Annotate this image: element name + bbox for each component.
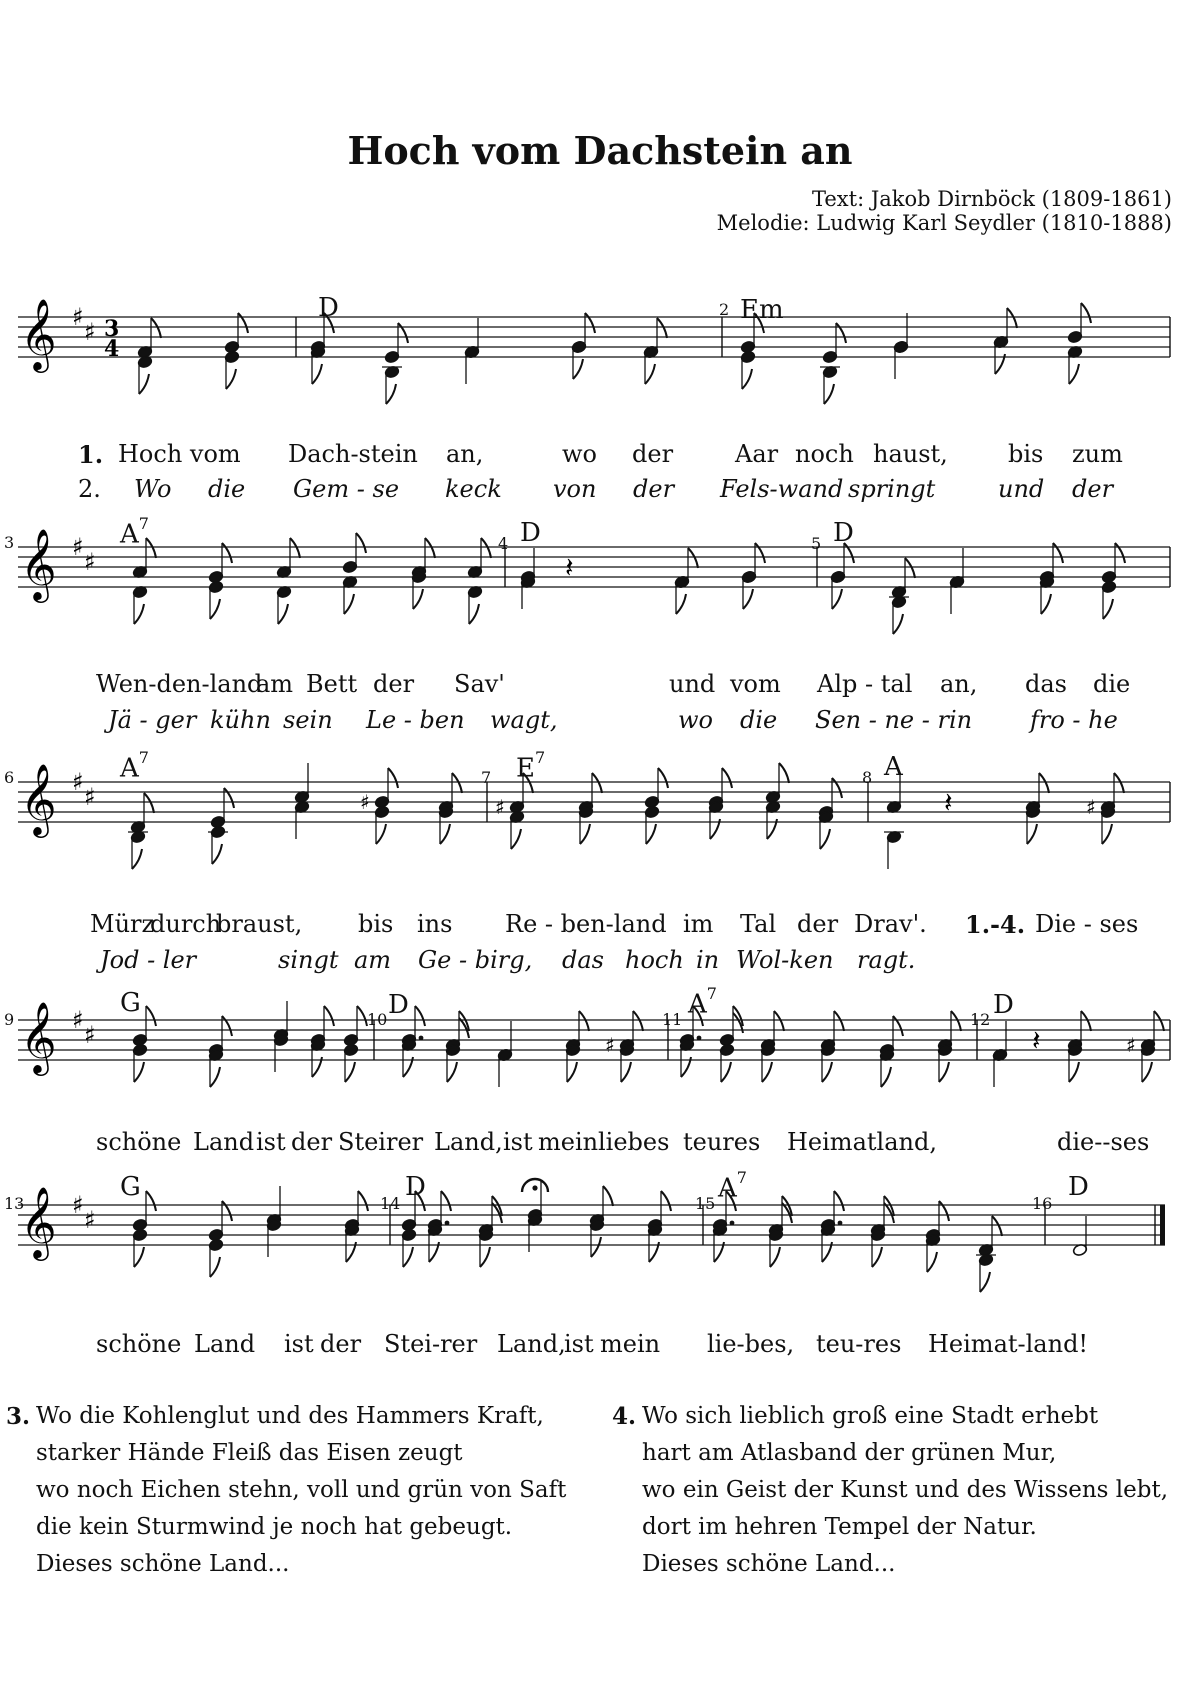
time-signature-denominator: 4 bbox=[104, 336, 120, 362]
verse-line: wo noch Eichen stehn, voll und grün von Saft bbox=[36, 1477, 567, 1503]
verse-line: Dieses schöne Land... bbox=[36, 1551, 290, 1577]
note-flag bbox=[779, 763, 789, 783]
measure-number: 16 bbox=[1032, 1194, 1053, 1213]
note-flag bbox=[210, 1067, 220, 1087]
sharp-icon: ♯ bbox=[72, 1006, 84, 1034]
lyric-syllable: vom bbox=[730, 670, 781, 698]
note-flag bbox=[1039, 773, 1049, 793]
note-flag bbox=[278, 604, 288, 624]
lyric-syllable: ins bbox=[417, 910, 453, 938]
lyric-syllable: an, bbox=[446, 440, 484, 468]
note-flag bbox=[388, 768, 398, 788]
lyric-syllable: mein bbox=[538, 1128, 599, 1156]
note-flag bbox=[579, 1011, 589, 1031]
note-flag bbox=[415, 1006, 425, 1026]
note-flag bbox=[356, 533, 366, 553]
note-flag bbox=[688, 548, 698, 568]
note-flag bbox=[1102, 824, 1112, 844]
measure-number: 5 bbox=[811, 534, 822, 553]
note-flag bbox=[603, 1186, 613, 1206]
note-flag bbox=[836, 323, 846, 343]
lyric-syllable: bis bbox=[1008, 440, 1044, 468]
note-flag bbox=[134, 1247, 144, 1267]
note-flag bbox=[721, 1062, 731, 1082]
note-flag bbox=[425, 538, 435, 558]
treble-clef-icon: 𝄞 bbox=[20, 527, 57, 600]
note-flag bbox=[621, 1062, 631, 1082]
verse-line: wo ein Geist der Kunst und des Wissens lebt, bbox=[642, 1477, 1169, 1503]
sharp-icon: ♯ bbox=[84, 318, 96, 346]
note-flag bbox=[1114, 773, 1124, 793]
lyric-syllable: wo bbox=[562, 440, 597, 468]
sharp-icon: ♯ bbox=[84, 548, 96, 576]
verse-block-3 bbox=[6, 1398, 566, 1583]
lyric-syllable: am bbox=[354, 946, 392, 974]
note-flag bbox=[1081, 1011, 1091, 1031]
note-flag bbox=[905, 558, 915, 578]
note-flag bbox=[447, 1062, 457, 1082]
lyric-syllable: Re - ben-land bbox=[505, 910, 667, 938]
note-flag bbox=[762, 1062, 772, 1082]
note-flag bbox=[1142, 1062, 1152, 1082]
lyric-syllable: ist bbox=[564, 1330, 594, 1358]
verse-line: Dieses schöne Land... bbox=[642, 1551, 896, 1577]
note-flag bbox=[146, 1006, 156, 1026]
lyric-syllable: am bbox=[256, 670, 294, 698]
measure-number: 11 bbox=[662, 1010, 683, 1029]
note-flag bbox=[939, 1201, 949, 1221]
lyric-syllable: der bbox=[320, 1330, 362, 1358]
treble-clef-icon: 𝄞 bbox=[20, 297, 57, 370]
lyric-syllable: Sav' bbox=[454, 670, 505, 698]
note-flag bbox=[661, 1191, 671, 1211]
note-flag bbox=[1115, 543, 1125, 563]
note-flag bbox=[376, 824, 386, 844]
lyric-syllable: noch bbox=[795, 440, 854, 468]
verse-number: 3. bbox=[6, 1403, 31, 1430]
note-flag bbox=[834, 1011, 844, 1031]
lyric-syllable: Wo bbox=[134, 475, 172, 503]
verse-line: Wo die Kohlenglut und des Hammers Kraft, bbox=[36, 1403, 544, 1429]
dot bbox=[445, 1221, 450, 1226]
lyric-syllable: Wen-den-land bbox=[96, 670, 263, 698]
time-signature-numerator: 3 bbox=[104, 316, 120, 342]
note-flag bbox=[398, 323, 408, 343]
sharp-icon: ♯ bbox=[360, 790, 370, 814]
lyric-syllable: in bbox=[696, 946, 720, 974]
note-flag bbox=[743, 589, 753, 609]
verse-line: dort im hehren Tempel der Natur. bbox=[642, 1514, 1037, 1540]
note-flag bbox=[134, 604, 144, 624]
chord-symbol: A bbox=[884, 752, 903, 782]
note-flag bbox=[980, 1272, 990, 1292]
lyric-syllable: der bbox=[632, 440, 674, 468]
note-flag bbox=[344, 594, 354, 614]
note-flag bbox=[585, 313, 595, 333]
note-flag bbox=[774, 1011, 784, 1031]
measure-number: 14 bbox=[380, 1194, 401, 1213]
measure-number: 7 bbox=[481, 768, 492, 787]
lyric-syllable: Gem - se bbox=[293, 475, 400, 503]
note-flag bbox=[134, 1062, 144, 1082]
text-credit: Text: Jakob Dirnböck (1809-1861) bbox=[812, 187, 1172, 211]
note-flag bbox=[755, 543, 765, 563]
lyric-syllable: schöne bbox=[96, 1330, 182, 1358]
note-flag bbox=[939, 1062, 949, 1082]
lyric-syllable: der bbox=[291, 1128, 333, 1156]
verse-number: 1.-4. bbox=[965, 910, 1026, 939]
note-flag bbox=[573, 359, 583, 379]
verse-number: 1. bbox=[78, 440, 104, 469]
lyric-syllable: Heimatland, bbox=[787, 1128, 937, 1156]
note-flag bbox=[1041, 594, 1051, 614]
note-flag bbox=[822, 1062, 832, 1082]
note-flag bbox=[893, 1016, 903, 1036]
sharp-icon: ♯ bbox=[1126, 1033, 1136, 1057]
lyric-syllable: durch bbox=[150, 910, 222, 938]
quarter-rest-icon: 𝄽 bbox=[565, 551, 574, 584]
lyric-syllable: Aar bbox=[735, 440, 779, 468]
note-flag bbox=[151, 318, 161, 338]
note-flag bbox=[511, 829, 521, 849]
note-flag bbox=[413, 589, 423, 609]
note-flag bbox=[139, 374, 149, 394]
note-flag bbox=[324, 1006, 334, 1026]
lyric-syllable: ragt. bbox=[857, 946, 916, 974]
dot bbox=[697, 1036, 702, 1041]
note-flag bbox=[927, 1252, 937, 1272]
note-flag bbox=[1007, 308, 1017, 328]
note-flag bbox=[1069, 1062, 1079, 1082]
note-flag bbox=[452, 773, 462, 793]
lyric-syllable: mein bbox=[600, 1330, 661, 1358]
measure-number: 2 bbox=[719, 300, 730, 319]
lyric-syllable: teures bbox=[683, 1128, 761, 1156]
lyric-syllable: wagt, bbox=[490, 706, 558, 734]
lyric-syllable: fro - he bbox=[1030, 706, 1118, 734]
chord-symbol: $A^7$ bbox=[718, 1168, 747, 1204]
verse-line: die kein Sturmwind je noch hat gebeugt. bbox=[36, 1514, 513, 1540]
measure-number: 9 bbox=[4, 1010, 15, 1029]
note-flag bbox=[1081, 303, 1091, 323]
note-flag bbox=[1103, 599, 1113, 619]
lyric-syllable: das bbox=[1025, 670, 1067, 698]
note-flag bbox=[834, 1191, 844, 1211]
verse-number: 2. bbox=[78, 475, 101, 503]
note-flag bbox=[646, 824, 656, 844]
note-flag bbox=[212, 844, 222, 864]
lyric-syllable: Land bbox=[193, 1128, 255, 1156]
chord-symbol: G bbox=[120, 1172, 141, 1202]
lyric-syllable: Tal bbox=[740, 910, 777, 938]
note-flag bbox=[222, 1016, 232, 1036]
note-flag bbox=[742, 369, 752, 389]
sharp-icon: ♯ bbox=[1086, 795, 1096, 819]
lyric-syllable: Dach-stein bbox=[288, 440, 418, 468]
note-flag bbox=[469, 604, 479, 624]
lyric-syllable: schöne bbox=[96, 1128, 182, 1156]
sharp-icon: ♯ bbox=[605, 1033, 615, 1057]
measure-number: 12 bbox=[970, 1010, 991, 1029]
chord-symbol: D bbox=[993, 990, 1014, 1020]
note-flag bbox=[832, 589, 842, 609]
lyric-syllable: Land, bbox=[434, 1128, 503, 1156]
lyric-syllable: Jod - ler bbox=[100, 946, 197, 974]
chord-symbol: D bbox=[318, 293, 339, 323]
lyric-syllable: und bbox=[669, 670, 716, 698]
chord-symbol: D bbox=[405, 1172, 426, 1202]
lyric-syllable: Fels-wand bbox=[720, 475, 844, 503]
lyric-syllable: singt bbox=[278, 946, 339, 974]
note-flag bbox=[357, 1006, 367, 1026]
treble-clef-icon: 𝄞 bbox=[20, 762, 57, 835]
note-flag bbox=[824, 384, 834, 404]
lyric-syllable: der bbox=[1072, 475, 1114, 503]
song-title: Hoch vom Dachstein an bbox=[347, 128, 853, 173]
lyric-syllable: Bett bbox=[306, 670, 358, 698]
lyric-syllable: das bbox=[562, 946, 604, 974]
note-flag bbox=[1027, 824, 1037, 844]
chord-symbol: $A^7$ bbox=[688, 984, 717, 1020]
lyric-syllable: Land, bbox=[497, 1330, 566, 1358]
chord-symbol: D bbox=[833, 518, 854, 548]
measure-number: 13 bbox=[4, 1194, 25, 1213]
note-flag bbox=[658, 768, 668, 788]
measure-number: 15 bbox=[695, 1194, 716, 1213]
lyric-syllable: bis bbox=[358, 910, 394, 938]
lyric-syllable: Die - ses bbox=[1035, 910, 1139, 938]
note-flag bbox=[657, 318, 667, 338]
sharp-icon: ♯ bbox=[84, 1021, 96, 1049]
note-flag bbox=[210, 599, 220, 619]
lyric-syllable: von bbox=[553, 475, 597, 503]
note-flag bbox=[1069, 364, 1079, 384]
note-flag bbox=[770, 1247, 780, 1267]
lyric-syllable: haust, bbox=[873, 440, 948, 468]
sharp-icon: ♯ bbox=[84, 783, 96, 811]
sharp-icon: ♯ bbox=[72, 303, 84, 331]
note-flag bbox=[722, 768, 732, 788]
chord-symbol: D bbox=[520, 518, 541, 548]
lyric-syllable: Wol-ken bbox=[736, 946, 834, 974]
note-flag bbox=[144, 793, 154, 813]
note-flag bbox=[1053, 543, 1063, 563]
note-flag bbox=[358, 1191, 368, 1211]
lyric-syllable: liebes bbox=[598, 1128, 670, 1156]
lyric-syllable: lie-bes, bbox=[707, 1330, 795, 1358]
verse-number: 4. bbox=[612, 1403, 637, 1430]
lyric-syllable: Le - ben bbox=[366, 706, 465, 734]
note-flag bbox=[222, 1201, 232, 1221]
note-flag bbox=[881, 1067, 891, 1087]
lyric-syllable: keck bbox=[445, 475, 502, 503]
lyric-syllable: Drav'. bbox=[854, 910, 927, 938]
verse-line: starker Hände Fleiß das Eisen zeugt bbox=[36, 1440, 463, 1466]
lyric-syllable: springt bbox=[848, 475, 936, 503]
note-flag bbox=[441, 1191, 451, 1211]
lyric-syllable: zum bbox=[1072, 440, 1123, 468]
measure-number: 10 bbox=[367, 1010, 388, 1029]
lyric-syllable: ist bbox=[503, 1128, 533, 1156]
lyric-syllable: Land bbox=[194, 1330, 256, 1358]
measure-number: 3 bbox=[4, 533, 15, 552]
note-flag bbox=[226, 369, 236, 389]
lyric-syllable: Stei-rer bbox=[384, 1330, 478, 1358]
lyric-syllable: ist bbox=[284, 1330, 314, 1358]
lyric-syllable: Steirer bbox=[338, 1128, 424, 1156]
note-flag bbox=[676, 594, 686, 614]
note-flag bbox=[567, 1062, 577, 1082]
note-flag bbox=[591, 1237, 601, 1257]
note-flag bbox=[992, 1216, 1002, 1236]
verse-block-4 bbox=[612, 1398, 1168, 1583]
note-flag bbox=[132, 849, 142, 869]
note-flag bbox=[224, 788, 234, 808]
chord-symbol: D bbox=[388, 990, 409, 1020]
lyric-syllable: an, bbox=[940, 670, 978, 698]
note-flag bbox=[440, 824, 450, 844]
lyric-syllable: kühn bbox=[210, 706, 271, 734]
lyric-syllable: Sen - ne - rin bbox=[815, 706, 973, 734]
lyric-syllable: der bbox=[373, 670, 415, 698]
treble-clef-icon: 𝄞 bbox=[20, 1000, 57, 1073]
sharp-icon: ♯ bbox=[495, 795, 505, 819]
lyric-syllable: braust, bbox=[216, 910, 303, 938]
final-bar-line bbox=[1160, 1205, 1165, 1245]
sharp-icon: ♯ bbox=[72, 768, 84, 796]
lyric-syllable: teu-res bbox=[816, 1330, 902, 1358]
lyric-syllable: sein bbox=[283, 706, 333, 734]
note-flag bbox=[238, 313, 248, 333]
note-flag bbox=[645, 364, 655, 384]
chord-symbol: $E^7$ bbox=[516, 748, 546, 784]
note-flag bbox=[820, 829, 830, 849]
note-flag bbox=[290, 538, 300, 558]
lyric-syllable: die bbox=[1093, 670, 1131, 698]
dot bbox=[838, 1221, 843, 1226]
measure-number: 4 bbox=[498, 534, 509, 553]
lyric-syllable: Mürz bbox=[90, 910, 155, 938]
measure-number: 6 bbox=[4, 768, 15, 787]
treble-clef-icon: 𝄞 bbox=[20, 1185, 57, 1258]
quarter-rest-icon: 𝄽 bbox=[944, 786, 953, 819]
note-flag bbox=[403, 1247, 413, 1267]
lyric-syllable: hoch bbox=[625, 946, 684, 974]
note-flag bbox=[312, 364, 322, 384]
lyric-syllable: die--ses bbox=[1057, 1128, 1150, 1156]
note-flag bbox=[481, 538, 491, 558]
note-flag bbox=[345, 1062, 355, 1082]
note-flag bbox=[480, 1247, 490, 1267]
note-flag bbox=[210, 1257, 220, 1277]
melody-credit: Melodie: Ludwig Karl Seydler (1810-1888) bbox=[716, 211, 1172, 235]
lyric-syllable: der bbox=[797, 910, 839, 938]
chord-symbol: D bbox=[1068, 1172, 1089, 1202]
lyric-syllable: der bbox=[633, 475, 675, 503]
verse-line: Wo sich lieblich groß eine Stadt erhebt bbox=[642, 1403, 1099, 1429]
note-flag bbox=[832, 778, 842, 798]
chord-symbol: G bbox=[120, 988, 141, 1018]
dot bbox=[419, 1036, 424, 1041]
lyric-syllable: Heimat-land! bbox=[928, 1330, 1089, 1358]
chord-symbol: Em bbox=[740, 295, 784, 325]
lyric-syllable: die bbox=[208, 475, 246, 503]
note-flag bbox=[580, 824, 590, 844]
sharp-icon: ♯ bbox=[72, 1191, 84, 1219]
note-flag bbox=[951, 1011, 961, 1031]
lyric-syllable: ist bbox=[256, 1128, 286, 1156]
chord-symbol: $A^7$ bbox=[120, 748, 149, 784]
sharp-icon: ♯ bbox=[84, 1206, 96, 1234]
note-flag bbox=[893, 614, 903, 634]
note-flag bbox=[386, 384, 396, 404]
lyric-syllable: wo bbox=[678, 706, 713, 734]
note-flag bbox=[222, 543, 232, 563]
note-flag bbox=[1154, 1011, 1164, 1031]
lyric-syllable: Alp - tal bbox=[817, 670, 913, 698]
quarter-rest-icon: 𝄽 bbox=[1032, 1024, 1041, 1057]
lyric-syllable: und bbox=[998, 475, 1045, 503]
lyric-syllable: die bbox=[740, 706, 778, 734]
sharp-icon: ♯ bbox=[72, 533, 84, 561]
chord-symbol: $A^7$ bbox=[120, 514, 149, 550]
verse-line: hart am Atlasband der grünen Mur, bbox=[642, 1440, 1057, 1466]
lyric-syllable: im bbox=[683, 910, 714, 938]
lyric-syllable: Ge - birg, bbox=[418, 946, 533, 974]
fermata-dot bbox=[532, 1185, 537, 1190]
lyric-syllable: Hoch vom bbox=[118, 440, 241, 468]
note-flag bbox=[633, 1011, 643, 1031]
measure-number: 8 bbox=[862, 768, 873, 787]
dot bbox=[730, 1221, 735, 1226]
note-flag bbox=[592, 773, 602, 793]
note-flag bbox=[146, 1191, 156, 1211]
lyric-syllable: Jä - ger bbox=[108, 706, 197, 734]
note-flag bbox=[872, 1247, 882, 1267]
